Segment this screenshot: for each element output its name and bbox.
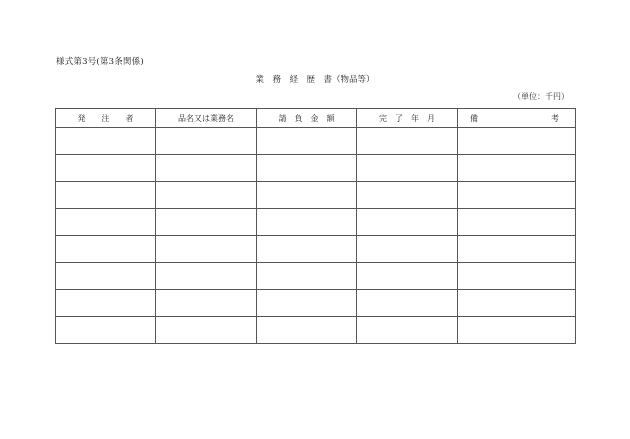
unit-note: （単位：千円） [513, 92, 569, 101]
table-row [56, 263, 576, 290]
table-row [56, 236, 576, 263]
cell-client [56, 290, 156, 317]
cell-completion-date [357, 209, 458, 236]
cell-contract-amount [257, 209, 357, 236]
cell-remarks [458, 155, 576, 182]
cell-item-name [156, 317, 257, 344]
form-number: 様式第3号(第3条関係) [56, 57, 144, 67]
cell-remarks [458, 317, 576, 344]
cell-contract-amount [257, 290, 357, 317]
table-row [56, 209, 576, 236]
cell-completion-date [357, 290, 458, 317]
cell-completion-date [357, 317, 458, 344]
cell-completion-date [357, 128, 458, 155]
cell-client [56, 263, 156, 290]
cell-contract-amount [257, 317, 357, 344]
cell-client [56, 317, 156, 344]
cell-client [56, 209, 156, 236]
cell-item-name [156, 209, 257, 236]
cell-contract-amount [257, 236, 357, 263]
header-remarks: 備 考 [458, 109, 576, 128]
cell-item-name [156, 236, 257, 263]
cell-item-name [156, 182, 257, 209]
cell-contract-amount [257, 182, 357, 209]
cell-completion-date [357, 236, 458, 263]
table-row [56, 128, 576, 155]
cell-item-name [156, 155, 257, 182]
cell-client [56, 128, 156, 155]
cell-item-name [156, 128, 257, 155]
header-item-name: 品名又は業務名 [156, 109, 257, 128]
cell-remarks [458, 209, 576, 236]
header-completion-date: 完 了 年 月 [357, 109, 458, 128]
cell-contract-amount [257, 128, 357, 155]
cell-item-name [156, 263, 257, 290]
cell-remarks [458, 290, 576, 317]
header-row [56, 109, 576, 128]
header-client: 発 注 者 [56, 109, 156, 128]
cell-completion-date [357, 182, 458, 209]
cell-completion-date [357, 263, 458, 290]
cell-remarks [458, 128, 576, 155]
cell-client [56, 182, 156, 209]
table-row [56, 290, 576, 317]
cell-client [56, 236, 156, 263]
cell-remarks [458, 263, 576, 290]
cell-contract-amount [257, 263, 357, 290]
cell-remarks [458, 182, 576, 209]
business-history-table [55, 108, 576, 344]
cell-item-name [156, 290, 257, 317]
cell-contract-amount [257, 155, 357, 182]
table-row [56, 317, 576, 344]
cell-client [56, 155, 156, 182]
cell-completion-date [357, 155, 458, 182]
cell-remarks [458, 236, 576, 263]
header-contract-amount: 請 負 金 額 [257, 109, 357, 128]
table-row [56, 182, 576, 209]
document-title: 業 務 経 歴 書（物品等） [255, 75, 375, 85]
table-row [56, 155, 576, 182]
